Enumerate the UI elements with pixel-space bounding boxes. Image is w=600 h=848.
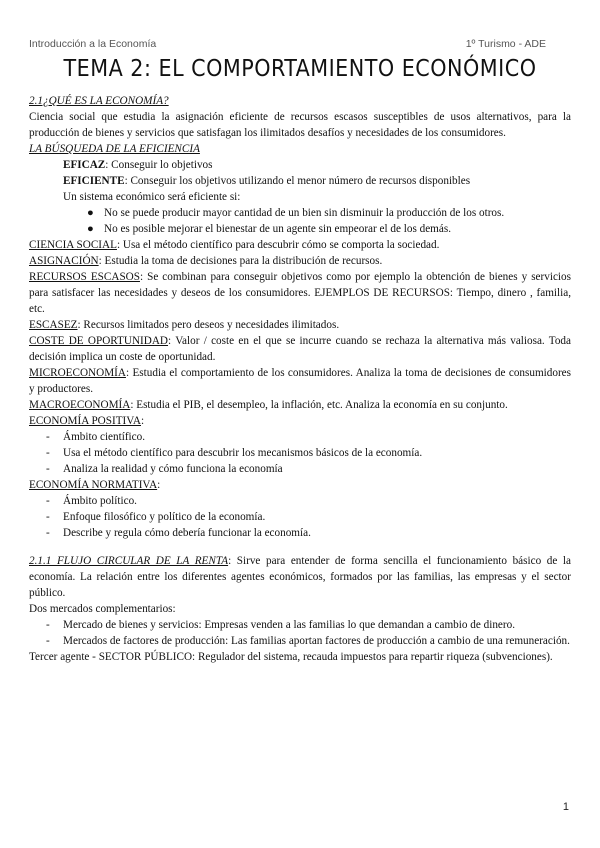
- micro-entry: MICROECONOMÍA: Estudia el comportamiento de los consumidores. Analiza la toma de decisiones de consumidores y productores.: [29, 367, 571, 395]
- positiva-term: ECONOMÍA POSITIVA: [29, 415, 141, 427]
- positiva-entry: ECONOMÍA POSITIVA:: [29, 415, 145, 427]
- eficaz-entry: [29, 157, 571, 173]
- ciencia-social-term: CIENCIA SOCIAL: [29, 239, 117, 251]
- ciencia-social-entry: CIENCIA SOCIAL: Usa el método científico para descubrir cómo se comporta la sociedad.: [29, 239, 440, 251]
- list-item: - Ámbito científico.: [46, 431, 146, 443]
- dash-icon: -: [46, 619, 50, 631]
- header-group: 1º Turismo - ADE: [465, 38, 546, 50]
- page-number: 1: [562, 801, 569, 813]
- list-item: - Analiza la realidad y cómo funciona la economía: [46, 463, 283, 475]
- mercados-intro: Dos mercados complementarios:: [29, 603, 176, 615]
- list-item: ● No se puede producir mayor cantidad de un bien sin disminuir la producción de los otros.: [87, 207, 505, 219]
- list-item: - Ámbito político.: [46, 495, 137, 507]
- coste-entry: COSTE DE OPORTUNIDAD: Valor / coste en el que se incurre cuando se rechaza la alternativa más valiosa. Toda decisión implica un coste de oportunidad.: [29, 335, 571, 363]
- eficaz-term: EFICAZ: [63, 159, 106, 171]
- sistema-intro: Un sistema económico será eficiente si:: [63, 191, 241, 203]
- escasez-term: ESCASEZ: [29, 319, 78, 331]
- list-item: - Describe y regula cómo debería funcionar la economía.: [46, 527, 311, 539]
- asignacion-entry: ASIGNACIÓN: Estudia la toma de decisiones para la distribución de recursos.: [29, 255, 383, 267]
- bullet-icon: ●: [87, 223, 94, 235]
- flujo-heading: 2.1.1 FLUJO CIRCULAR DE LA RENTA: [29, 555, 229, 567]
- document-body: [29, 93, 571, 665]
- dash-icon: -: [46, 511, 50, 523]
- list-item: ● No es posible mejorar el bienestar de un agente sin empeorar el de los demás.: [87, 223, 452, 235]
- flujo-intro: 2.1.1 FLUJO CIRCULAR DE LA RENTA: Sirve para entender de forma sencilla el funcionamiento básico de la economía. La relación entre los diferentes agentes económicos, formados por las familias, las empresas y el sector público.: [29, 555, 571, 599]
- section-heading: 2.1¿QUÉ ES LA ECONOMÍA?: [29, 95, 169, 107]
- eficiente-term: EFICIENTE: [63, 175, 125, 187]
- list-item: - Usa el método científico para descubrir los mecanismos básicos de la economía.: [46, 447, 423, 459]
- escasez-entry: ESCASEZ: Recursos limitados pero deseos y necesidades ilimitados.: [29, 319, 340, 331]
- micro-term: MICROECONOMÍA: [29, 367, 126, 379]
- eficaz-text: : Conseguir lo objetivos: [105, 159, 213, 171]
- macro-term: MACROECONOMÍA: [29, 399, 131, 411]
- dash-icon: -: [46, 463, 50, 475]
- dash-icon: -: [46, 431, 50, 443]
- mercados-list: [29, 617, 571, 649]
- section-gap: [29, 541, 571, 553]
- dash-icon: -: [46, 447, 50, 459]
- dash-icon: -: [46, 635, 50, 647]
- recursos-term: RECURSOS ESCASOS: [29, 271, 140, 283]
- list-item: - Mercados de factores de producción: Las familias aportan factores de producción a cambio de una remuneración.: [46, 635, 570, 647]
- efficiency-subheading: LA BÚSQUEDA DE LA EFICIENCIA: [29, 143, 200, 155]
- normativa-term: ECONOMÍA NORMATIVA: [29, 479, 158, 491]
- header-course: Introducción a la Economía: [29, 38, 157, 50]
- sistema-list: [29, 205, 571, 237]
- recursos-entry: RECURSOS ESCASOS: Se combinan para conseguir objetivos como por ejemplo la obtención de bienes y servicios para satisfacer las necesidades y deseos de los consumidores. EJEMPLOS DE RECURSOS: Tiempo, dinero , familia, etc.: [29, 271, 571, 315]
- economy-definition: Ciencia social que estudia la asignación eficiente de recursos escasos susceptibles de usos alternativos, para la producción de bienes y servicios que satisfagan los ilimitados desafíos y necesidades de los consumidores.: [29, 111, 571, 139]
- list-item: - Enfoque filosófico y político de la economía.: [46, 511, 266, 523]
- list-item: - Mercado de bienes y servicios: Empresas venden a las familias lo que demandan a cambio de dinero.: [46, 619, 516, 631]
- page-title: TEMA 2: EL COMPORTAMIENTO ECONÓMICO: [63, 56, 537, 82]
- asignacion-term: ASIGNACIÓN: [29, 255, 99, 267]
- normativa-list: [29, 493, 571, 541]
- tercer-agente: Tercer agente - SECTOR PÚBLICO: Regulador del sistema, recauda impuestos para repartir riqueza (subvenciones).: [29, 651, 553, 663]
- normativa-entry: ECONOMÍA NORMATIVA:: [29, 479, 161, 491]
- eficiente-text: : Conseguir los objetivos utilizando el menor número de recursos disponibles: [124, 175, 471, 187]
- bullet-icon: ●: [87, 207, 94, 219]
- dash-icon: -: [46, 495, 50, 507]
- eficiente-entry: [29, 173, 571, 189]
- positiva-list: [29, 429, 571, 477]
- dash-icon: -: [46, 527, 50, 539]
- coste-term: COSTE DE OPORTUNIDAD: [29, 335, 169, 347]
- macro-entry: MACROECONOMÍA: Estudia el PIB, el desempleo, la inflación, etc. Analiza la economía en su conjunto.: [29, 399, 508, 411]
